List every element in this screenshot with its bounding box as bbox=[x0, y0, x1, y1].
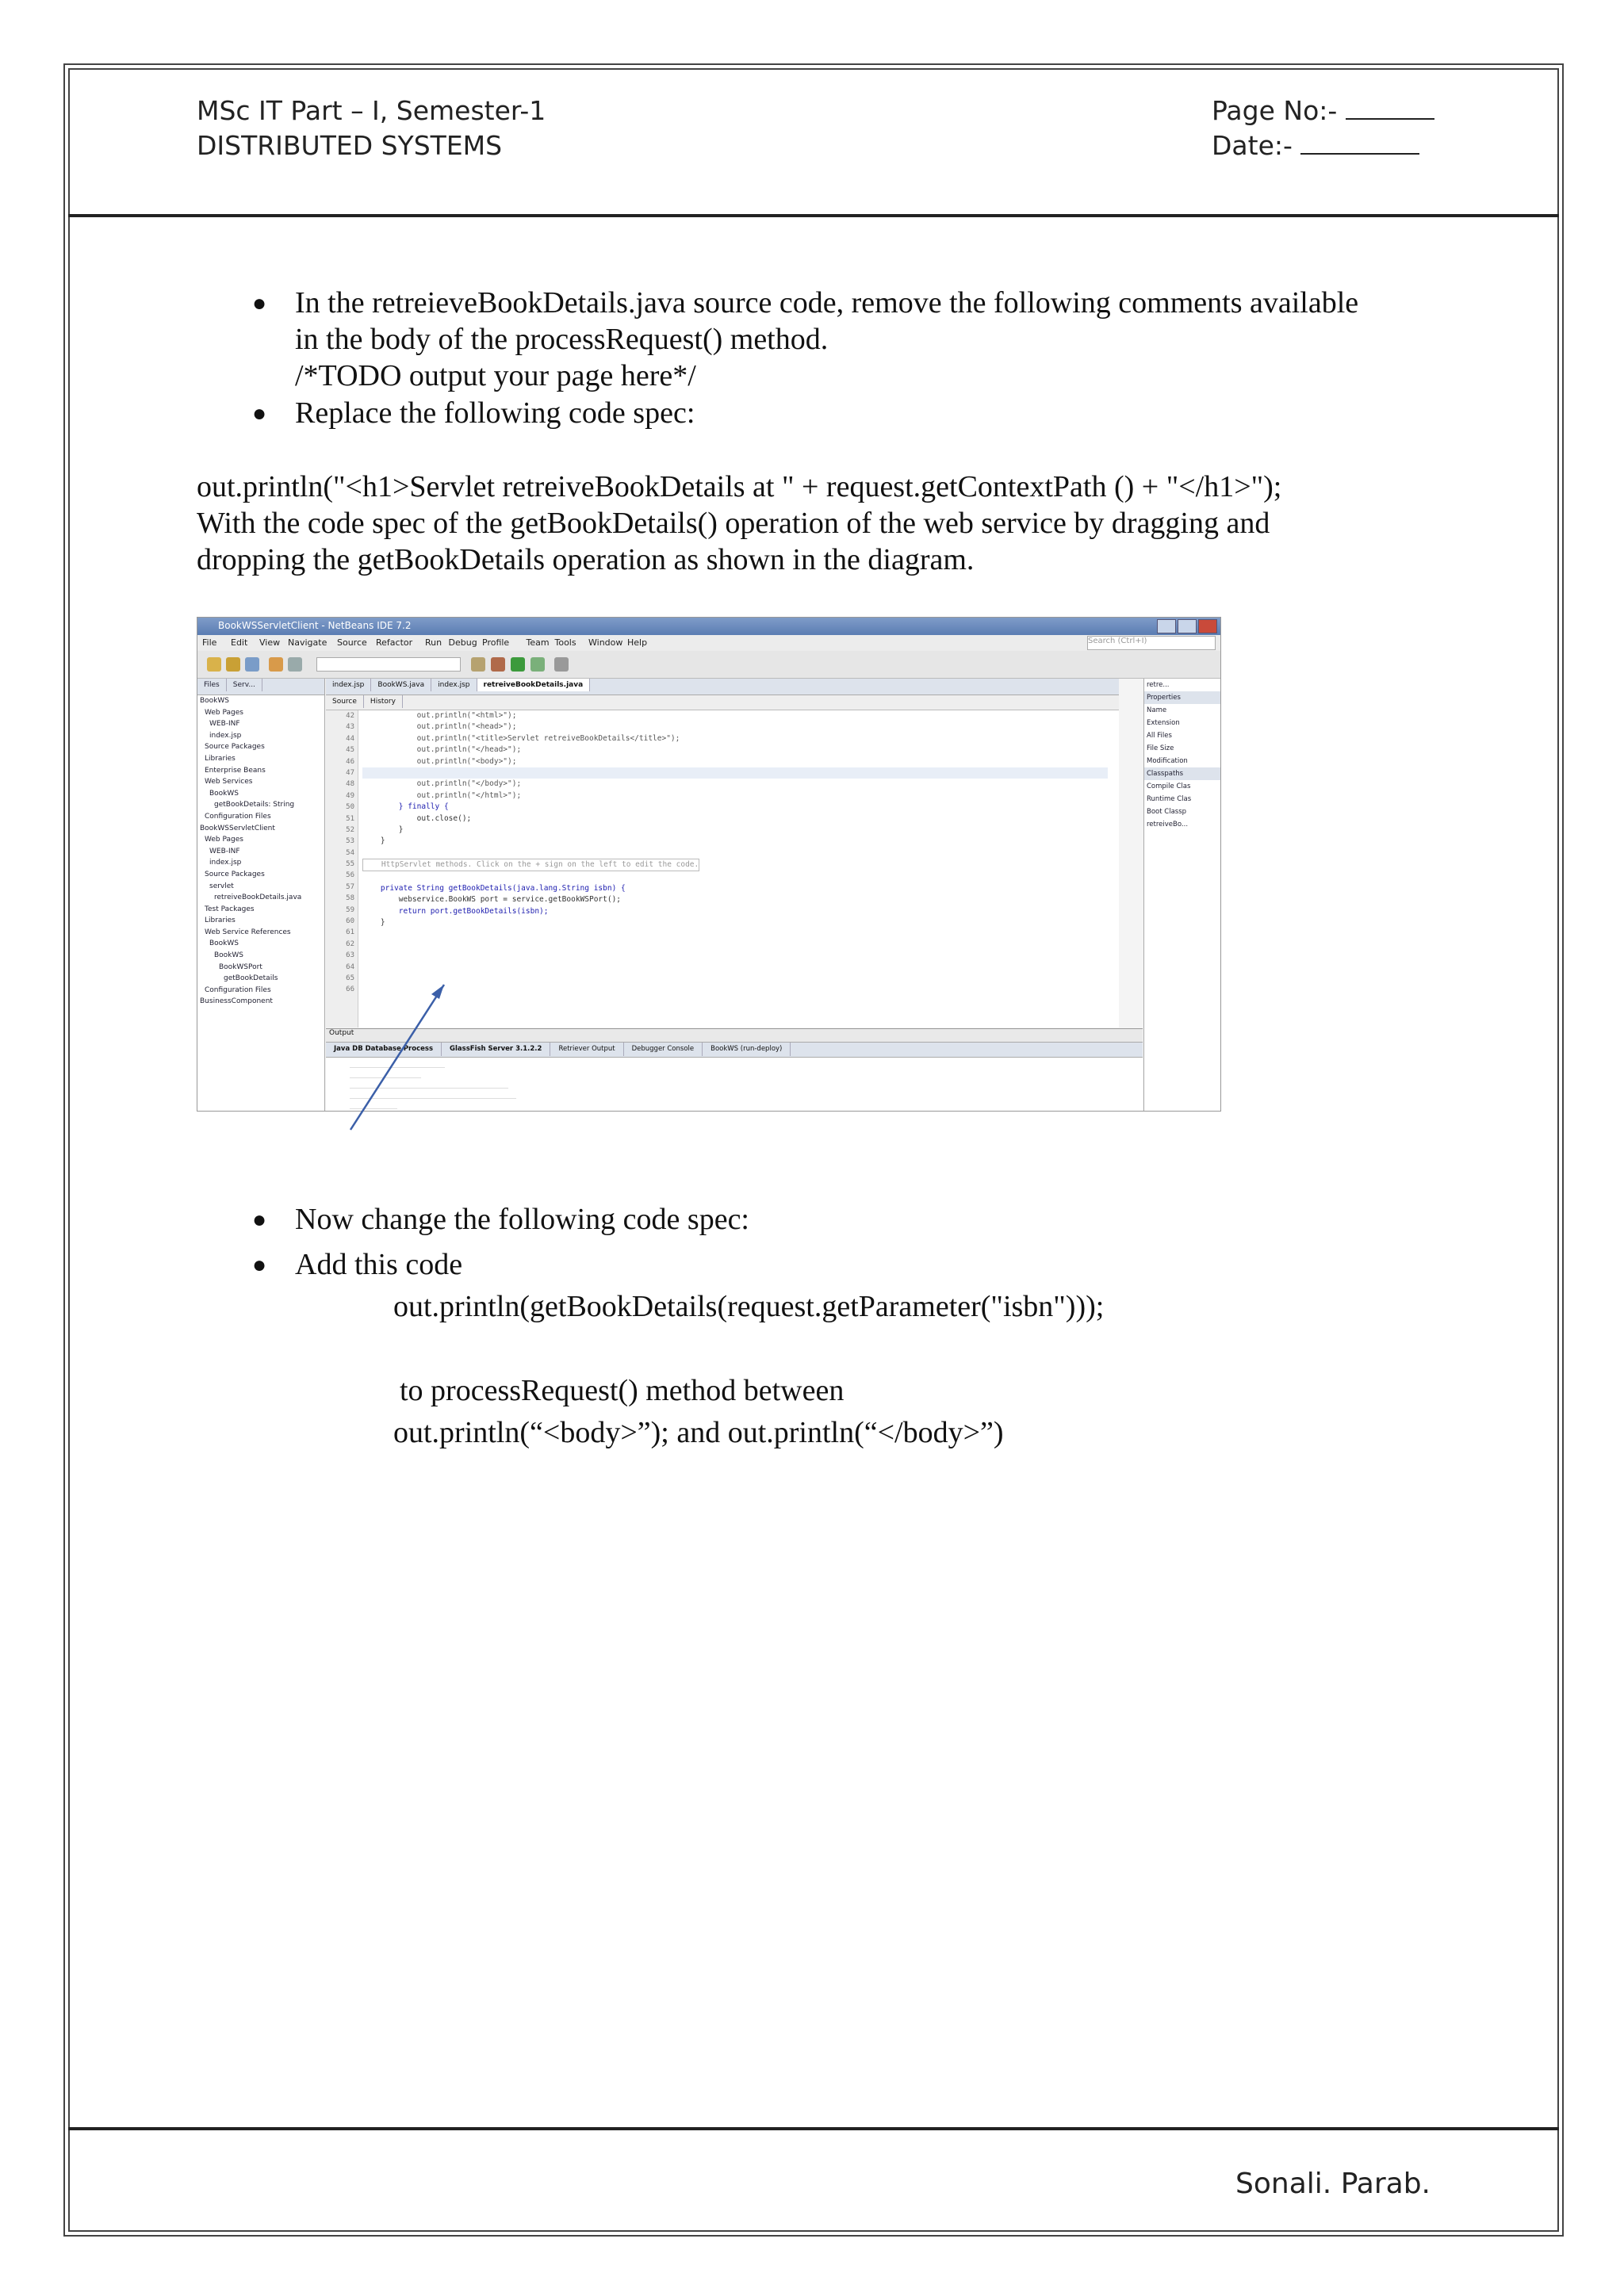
line-number: 61 bbox=[346, 928, 354, 937]
property-row: Boot Classp bbox=[1147, 808, 1187, 816]
footer-rule bbox=[68, 2127, 1559, 2130]
after-line-2: out.println(“<body>”); and out.println(“</body>”) bbox=[393, 1416, 1004, 1449]
project-tree-item: BookWSPort bbox=[219, 962, 262, 971]
project-tree-item: Configuration Files bbox=[205, 985, 271, 994]
run-icon bbox=[511, 657, 525, 672]
debug-icon bbox=[530, 657, 545, 672]
property-row: Classpaths bbox=[1144, 767, 1220, 780]
bullet-dot: ● bbox=[252, 290, 267, 316]
project-tree-item: WEB-INF bbox=[209, 847, 240, 855]
line-number: 43 bbox=[346, 723, 354, 732]
properties-panel bbox=[1143, 679, 1220, 1111]
code-line: } finally { bbox=[362, 802, 449, 812]
ide-titlebar bbox=[197, 618, 1220, 635]
paragraph-line-2: With the code spec of the getBookDetails() operation of the web service by dragging and bbox=[197, 507, 1270, 540]
property-row: Compile Clas bbox=[1147, 783, 1191, 790]
code-line bbox=[362, 848, 1108, 859]
line-number: 50 bbox=[346, 803, 354, 812]
open-project-icon bbox=[226, 657, 240, 672]
project-tree-item: BookWSServletClient bbox=[200, 824, 275, 832]
menu-item: Team bbox=[526, 637, 550, 648]
window-controls bbox=[1155, 619, 1217, 637]
paragraph-line-1: out.println("<h1>Servlet retreiveBookDetails at " + request.getContextPath () + "</h1>"); bbox=[197, 470, 1282, 503]
line-number: 58 bbox=[346, 894, 354, 903]
project-tree-item: BookWS bbox=[200, 697, 230, 705]
line-number: 59 bbox=[346, 905, 354, 914]
line-number: 42 bbox=[346, 712, 354, 720]
line-number: 63 bbox=[346, 951, 354, 960]
header-left bbox=[197, 94, 546, 163]
code-line: out.println("<html>"); bbox=[362, 711, 517, 720]
projects-tab: Serv... bbox=[227, 679, 262, 691]
clean-build-icon bbox=[491, 657, 505, 672]
projects-panel bbox=[197, 679, 325, 1111]
bullet-1-line-3: /*TODO output your page here*/ bbox=[295, 359, 696, 392]
line-number: 56 bbox=[346, 871, 354, 880]
editor-toolbar bbox=[326, 695, 1119, 710]
code-line: } bbox=[362, 836, 385, 846]
minimize-icon bbox=[1157, 619, 1176, 633]
date-field bbox=[1212, 128, 1434, 163]
bullet-4: Add this code bbox=[295, 1248, 463, 1281]
menu-item: Profile bbox=[482, 637, 510, 648]
date-label: Date:- bbox=[1212, 130, 1293, 161]
projects-tab: Files bbox=[197, 679, 227, 691]
close-icon bbox=[1198, 619, 1217, 633]
project-tree bbox=[197, 695, 324, 1008]
line-number: 54 bbox=[346, 848, 354, 857]
menu-item: Debug bbox=[448, 637, 477, 648]
profile-icon bbox=[554, 657, 569, 672]
line-number: 44 bbox=[346, 734, 354, 743]
bullet-1-line-2: in the body of the processRequest() method. bbox=[295, 323, 829, 356]
project-tree-item: Source Packages bbox=[205, 870, 265, 878]
editor-tabs bbox=[326, 679, 1119, 695]
page-no-label: Page No:- bbox=[1212, 95, 1338, 126]
line-number: 57 bbox=[346, 882, 354, 891]
line-number: 49 bbox=[346, 791, 354, 800]
property-row: Name bbox=[1147, 706, 1167, 714]
config-dropdown bbox=[316, 657, 461, 672]
page-no-blank bbox=[1346, 98, 1434, 120]
subject-title: DISTRIBUTED SYSTEMS bbox=[197, 130, 503, 161]
code-line: } bbox=[362, 825, 404, 834]
property-row: Modification bbox=[1147, 757, 1188, 765]
editor-mode-tab: Source bbox=[326, 695, 364, 708]
property-row: retre... bbox=[1147, 681, 1170, 689]
instruction-paragraph bbox=[197, 469, 1545, 578]
project-tree-item: BookWS bbox=[209, 939, 239, 948]
bullet-2: Replace the following code spec: bbox=[295, 396, 695, 430]
line-number: 46 bbox=[346, 757, 354, 766]
project-tree-item: index.jsp bbox=[209, 859, 242, 867]
ide-toolbar bbox=[197, 651, 1220, 679]
project-tree-item: retreiveBookDetails.java bbox=[214, 894, 302, 902]
editor-tab: retreiveBookDetails.java bbox=[477, 679, 591, 691]
project-tree-item: Libraries bbox=[205, 754, 236, 763]
project-tree-item: Web Pages bbox=[205, 836, 243, 844]
code-line: out.println("</head>"); bbox=[362, 745, 522, 755]
line-number: 64 bbox=[346, 962, 354, 971]
code-line: private String getBookDetails(java.lang.String isbn) { bbox=[362, 883, 626, 893]
project-tree-item: Web Services bbox=[205, 778, 253, 786]
project-tree-item: Enterprise Beans bbox=[205, 766, 266, 775]
code-snippet: out.println(getBookDetails(request.getParameter("isbn"))); bbox=[393, 1290, 1105, 1323]
code-line bbox=[362, 767, 1108, 779]
code-line: webservice.BookWS port = service.getBookWSPort(); bbox=[362, 895, 622, 905]
menu-item: View bbox=[259, 637, 281, 648]
line-number: 51 bbox=[346, 814, 354, 823]
menu-item: Window bbox=[588, 637, 623, 648]
line-number: 52 bbox=[346, 825, 354, 834]
property-row: Extension bbox=[1147, 719, 1180, 727]
paragraph-line-3: dropping the getBookDetails operation as shown in the diagram. bbox=[197, 543, 975, 576]
editor-mode-tab: History bbox=[364, 695, 403, 708]
line-number: 55 bbox=[346, 860, 354, 869]
line-number: 65 bbox=[346, 974, 354, 982]
save-all-icon bbox=[245, 657, 259, 672]
page-no-field bbox=[1212, 94, 1434, 128]
output-tab: BookWS (run-deploy) bbox=[703, 1043, 791, 1056]
date-blank bbox=[1300, 132, 1419, 155]
menu-item: Help bbox=[627, 637, 648, 648]
ide-window-title: BookWSServletClient - NetBeans IDE 7.2 bbox=[218, 620, 412, 631]
editor-tab: index.jsp bbox=[326, 679, 371, 691]
header-right bbox=[1212, 94, 1434, 163]
menu-item: Edit bbox=[231, 637, 248, 648]
ide-search: Search (Ctrl+I) bbox=[1087, 636, 1216, 650]
line-number: 45 bbox=[346, 746, 354, 755]
ide-menubar bbox=[197, 635, 1220, 651]
project-tree-item: BusinessComponent bbox=[200, 997, 273, 1006]
menu-item: File bbox=[202, 637, 217, 648]
line-number: 62 bbox=[346, 939, 354, 948]
project-tree-item: BookWS bbox=[209, 789, 239, 798]
editor-tab: index.jsp bbox=[431, 679, 477, 691]
bullet-1 bbox=[295, 285, 1484, 394]
code-line: out.println("</body>"); bbox=[362, 779, 522, 789]
line-number: 53 bbox=[346, 837, 354, 846]
new-project-icon bbox=[207, 657, 221, 672]
code-line bbox=[362, 871, 1108, 882]
property-row: Runtime Clas bbox=[1147, 795, 1192, 803]
drag-arrow bbox=[317, 967, 476, 1142]
code-area bbox=[362, 710, 1108, 928]
code-line: out.println("</html>"); bbox=[362, 790, 522, 800]
after-line-1: to processRequest() method between bbox=[400, 1374, 845, 1407]
property-row: All Files bbox=[1147, 732, 1172, 740]
header-rule bbox=[68, 214, 1559, 217]
output-header: Output bbox=[326, 1029, 1143, 1043]
project-tree-item: Web Service References bbox=[205, 928, 291, 936]
property-row: Properties bbox=[1144, 691, 1220, 704]
property-row: retreiveBo... bbox=[1147, 821, 1189, 828]
project-tree-item: BookWS bbox=[214, 951, 244, 960]
output-tab: Java DB Database Process bbox=[326, 1043, 442, 1056]
menu-item: Navigate bbox=[288, 637, 327, 648]
project-tree-item: index.jsp bbox=[209, 731, 242, 740]
maximize-icon bbox=[1178, 619, 1197, 633]
editor-tab: BookWS.java bbox=[371, 679, 431, 691]
build-icon bbox=[471, 657, 485, 672]
code-line: out.close(); bbox=[362, 813, 472, 823]
line-number: 48 bbox=[346, 780, 354, 789]
menu-item: Tools bbox=[554, 637, 576, 648]
menu-item: Refactor bbox=[376, 637, 413, 648]
bullet-dot: ● bbox=[252, 400, 267, 427]
code-line: out.println("<head>"); bbox=[362, 722, 517, 732]
output-tab: Retriever Output bbox=[550, 1043, 623, 1056]
bullet-dot: ● bbox=[252, 1252, 267, 1278]
output-tab: GlassFish Server 3.1.2.2 bbox=[442, 1043, 550, 1056]
menu-item: Run bbox=[425, 637, 442, 648]
code-line: out.println("<title>Servlet retreiveBookDetails</title>"); bbox=[362, 733, 680, 743]
footer-author: Sonali. Parab. bbox=[1235, 2168, 1431, 2200]
project-tree-item: Configuration Files bbox=[205, 812, 271, 821]
line-number: 66 bbox=[346, 985, 354, 994]
code-line: HttpServlet methods. Click on the + sign on the left to edit the code. bbox=[362, 859, 699, 871]
line-number: 47 bbox=[346, 768, 354, 777]
bullet-1-line-1: In the retreieveBookDetails.java source code, remove the following comments available bbox=[295, 286, 1359, 320]
redo-icon bbox=[288, 657, 302, 672]
undo-icon bbox=[269, 657, 283, 672]
line-number: 60 bbox=[346, 917, 354, 926]
project-tree-item: servlet bbox=[209, 882, 234, 890]
project-tree-item: getBookDetails bbox=[224, 974, 278, 983]
property-row: File Size bbox=[1147, 744, 1174, 752]
bullet-3: Now change the following code spec: bbox=[295, 1203, 749, 1236]
project-tree-item: WEB-INF bbox=[209, 720, 240, 729]
code-line: out.println("<body>"); bbox=[362, 756, 517, 766]
project-tree-item: Libraries bbox=[205, 916, 236, 925]
project-tree-item: getBookDetails: String bbox=[214, 801, 295, 809]
menu-item: Source bbox=[337, 637, 367, 648]
project-tree-item: Test Packages bbox=[205, 905, 255, 913]
code-line: return port.getBookDetails(isbn); bbox=[362, 906, 549, 916]
bullet-dot: ● bbox=[252, 1207, 267, 1233]
project-tree-item: Web Pages bbox=[205, 708, 243, 717]
output-tab: Debugger Console bbox=[624, 1043, 703, 1056]
course-title: MSc IT Part – I, Semester-1 bbox=[197, 95, 546, 126]
projects-tabs bbox=[197, 679, 324, 695]
project-tree-item: Source Packages bbox=[205, 743, 265, 752]
code-line: } bbox=[362, 918, 385, 928]
